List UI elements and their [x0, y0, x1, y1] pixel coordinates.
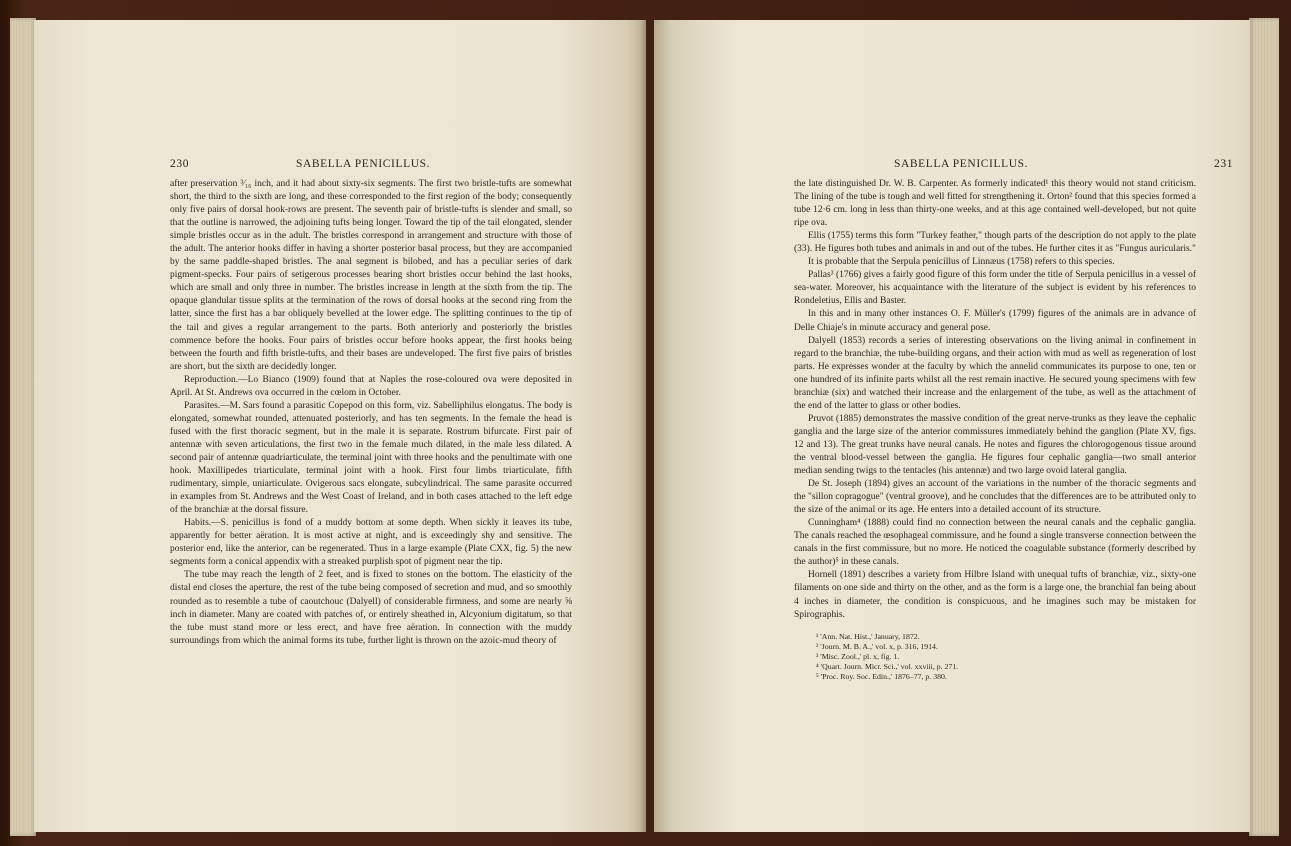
page-number: 230 — [170, 158, 190, 170]
footnote: ² 'Journ. M. B. A.,' vol. x, p. 316, 1914. — [816, 641, 938, 651]
footnote: ⁵ 'Proc. Roy. Soc. Edin.,' 1876–77, p. 380. — [816, 672, 947, 682]
paragraph: De St. Joseph (1894) gives an account of the variations in the number of the thoracic segments and the "sillon copragogue" (ventral groove), and he concludes that the differences are to be attributed only to the size of the animal or its age. He enters into a detailed account of its structure. — [794, 479, 1196, 516]
footnote: ¹ 'Ann. Nat. Hist.,' January, 1872. — [816, 631, 920, 641]
paragraph: Dalyell (1853) records a series of interesting observations on the living animal in confinement in regard to the branchiæ, the tube-building organs, and their action with mud as well as regeneration of lost parts. He expresses wonder at the faculty by which the annelid communicates its purpose to one, ten or one hundred of its infinite parts whilst all the rest remain inactive. He secured young specimens with few branchiæ (six) and watched their increase and the enlargement of the tube, as well as the attachment of the end of the latter to glass or other bodies. — [794, 335, 1196, 411]
paragraph: Ellis (1755) terms this form "Turkey feather," though parts of the description do not apply to the plate (33). He figures both tubes and animals in and out of the tubes. He further cites it as "Fungus auricularis." — [794, 231, 1196, 255]
paragraph: Reproduction.—Lo Bianco (1909) found that at Naples the rose-coloured ova were deposited in April. At St. Andrews ova occurred in the cœlom in October. — [170, 374, 572, 398]
paragraph: the late distinguished Dr. W. B. Carpenter. As formerly indicated¹ this theory would not stand criticism. The lining of the tube is tough and well fitted for strengthening it. Orton² found that this species formed a tube 12·6 cm. long in less than thirty-one weeks, and at this age contained well-developed, but not quite ripe ova. — [794, 179, 1196, 229]
left-body-text — [170, 178, 572, 648]
paragraph: In this and in many other instances O. F. Müller's (1799) figures of the animals are in advance of Delle Chiaje's in minute accuracy and general pose. — [794, 309, 1196, 333]
paragraph: It is probable that the Serpula penicillus of Linnæus (1758) refers to this species. — [808, 257, 1115, 268]
paragraph: after preservation ³⁄₁₆ inch, and it had about sixty-six segments. The first two bristle-tufts are somewhat short, the third to the sixth are long, and these corresponded to the first region of the body; consequently only five pairs of dorsal hook-rows are present. The seventh pair of bristle-tufts is slender and small, so that the outline is narrowed, the adjoining tufts being longer. Toward the tip of the tail elongated, slender simple bristles occur as in the adult. The bristles correspond in arrangement and structure with those of the adult. The anterior hooks differ in having a shorter posterior basal process, but they are accompanied by the same paddle-shaped bristles. The anal segment is bilobed, and has a peculiar series of dark pigment-specks. Four pairs of setigerous processes bearing short bristles occur behind the last hooks, which are small and only three in number. The bristles increase in length at the sixth from the tip. The opaque glandular tissue splits at the termination of the rows of dorsal hooks at the second ring from the latter, since the first has a bar obliquely bevelled at the lower edge. The splitting continues to the tip of the tail and gives a regular arrangement to the parts. Both anteriorly and posteriorly the bristles commence before the hooks. Four pairs of bristles occur before hooks appear, the first hooks being between the fourth and fifth bristle-tufts, and their bases are undeveloped. The first five pairs of bristles are short, but the sixth are decidedly longer. — [170, 179, 572, 372]
paragraph: Pruvot (1885) demonstrates the massive condition of the great nerve-trunks as they leave the cephalic ganglia and the large size of the anterior commissures immediately behind the ganglion (Plate XV, figs. 12 and 13). The great trunks have neural canals. He notes and figures the chlorogogenous tissue around the ventral blood-vessel between the ganglia. He figures four cephalic ganglia—two small anterior median sending twigs to the tentacles (his antennæ) and two large ovoid lateral ganglia. — [794, 413, 1196, 477]
paragraph: Pallas³ (1766) gives a fairly good figure of this form under the title of Serpula penicillus in a vessel of sea-water. Moreover, his acquaintance with the literature of the subject is evident by his references to Rondeletius, Ellis and Baster. — [794, 270, 1196, 307]
running-head: SABELLA PENICILLUS. — [894, 158, 1029, 170]
running-head: SABELLA PENICILLUS. — [296, 158, 431, 170]
left-page — [34, 20, 646, 832]
footnote: ⁴ 'Quart. Journ. Micr. Sci.,' vol. xxviii, p. 271. — [816, 662, 959, 672]
footnotes — [794, 632, 1196, 683]
paragraph: Hornell (1891) describes a variety from Hilbre Island with unequal tufts of branchiæ, viz., sixty-one filaments on one side and thirty on the other, and as the form is a large one, the branchial fan being about 4 inches in diameter, the condition is conspicuous, and he imagines such may be mistaken for Spirographis. — [794, 570, 1196, 620]
paragraph: Parasites.—M. Sars found a parasitic Copepod on this form, viz. Sabelliphilus elongatus. The body is elongated, somewhat rounded, attenuated posteriorly, and has ten segments. In the female the head is fused with the first thoracic segment, but in the male it is separate. Rostrum bifurcate. First pair of antennæ with seven articulations, the first two in the female much dilated, in the male less dilated. A second pair of antennæ quadriarticulate, the terminal joint with three hooks and the penultimate with one hook. Maxillipedes triarticulate, terminal joint with a hook. First four limbs triarticulate, fifth rudimentary, simple, uniarticulate. Ovigerous sacs elongate, subcylindrical. The same parasite occurred in examples from St. Andrews and the West Coast of Ireland, and in both cases attached to the left edge of the branchiæ at the dorsal fissure. — [170, 400, 572, 516]
page-stack-left — [10, 18, 36, 836]
paragraph: Cunningham⁴ (1888) could find no connection between the neural canals and the cephalic ganglia. The canals reached the œsophageal commissure, and he found a single transverse connection between the canals in the first commissure, but no more. He noticed the coagulable substance (formerly described by the author)⁵ in these canals. — [794, 518, 1196, 568]
footnote: ³ 'Misc. Zool.,' pl. x, fig. 1. — [816, 652, 900, 661]
right-body-text — [794, 178, 1196, 683]
right-page — [654, 20, 1250, 832]
page-number: 231 — [1214, 158, 1234, 170]
paragraph: The tube may reach the length of 2 feet, and is fixed to stones on the bottom. The elasticity of the distal end closes the aperture, the rest of the tube being composed of secretion and mud, and so smoothly rounded as to resemble a tube of caoutchouc (Dalyell) of considerable firmness, and some are nearly ⅝ inch in diameter. Many are coated with patches of, or entirely sheathed in, Alcyonium digitatum, so that the tube must stand more or less erect, and have free aëration. In connection with the muddy surroundings from which the animal forms its tube, further light is thrown on the azoic-mud theory of — [170, 570, 572, 646]
paragraph: Habits.—S. penicillus is fond of a muddy bottom at some depth. When sickly it leaves its tube, apparently for better aëration. It is most active at night, and is exceedingly shy and sensitive. The posterior end, like the anterior, can be regenerated. Thus in a large example (Plate CXX, fig. 5) the new segments form a conical appendix with a streaked purplish spot of pigment near the tip. — [170, 518, 572, 568]
page-stack-right — [1249, 18, 1279, 836]
